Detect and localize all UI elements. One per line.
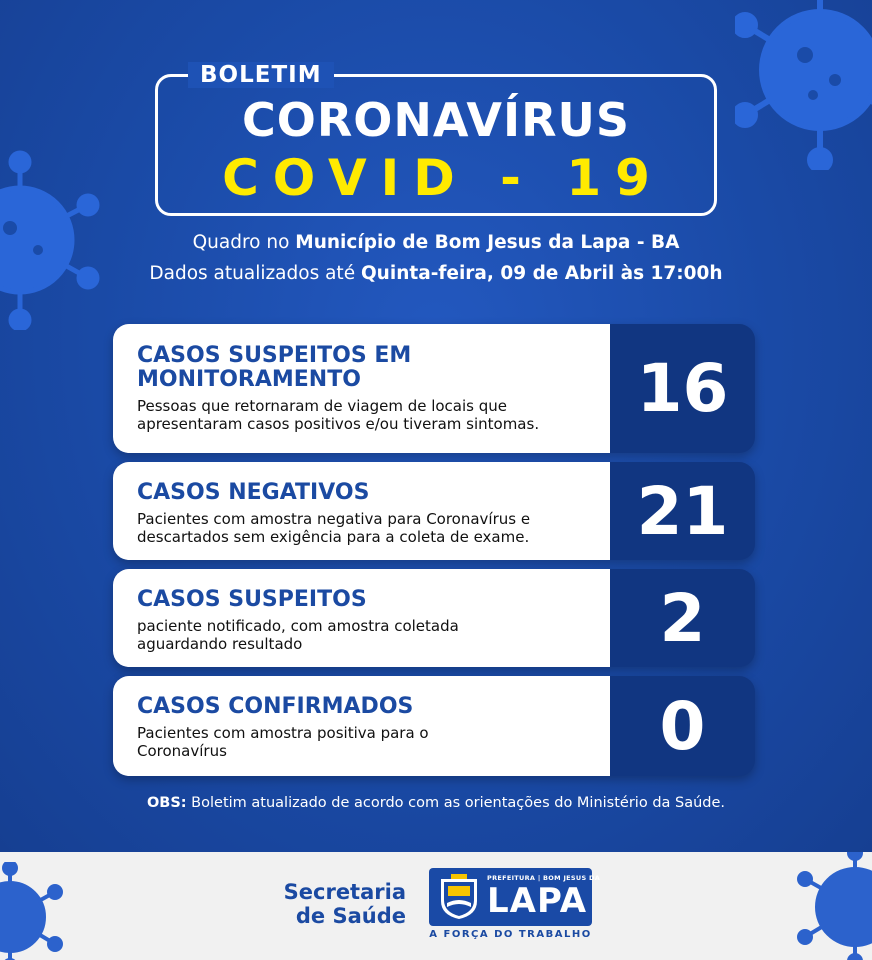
observation-text: Boletim atualizado de acordo com as orientações do Ministério da Saúde. [186, 795, 726, 811]
card-suspects-monitoring [113, 324, 755, 453]
footer [0, 852, 872, 960]
city-crest-icon [437, 873, 481, 925]
card-text-panel [113, 569, 610, 667]
health-department-label [270, 880, 406, 928]
card-description [137, 617, 610, 653]
location-line [0, 231, 872, 255]
card-negative [113, 462, 755, 560]
updated-line [0, 262, 872, 286]
updated-prefix: Dados atualizados até [149, 263, 361, 284]
card-description-line: Pessoas que retornaram de viagem de locais que [137, 397, 508, 415]
city-logo [429, 868, 601, 943]
card-description-line: Coronavírus [137, 742, 227, 760]
card-description-line: descartados sem exigência para a coleta de exame. [137, 528, 530, 546]
virus-icon [735, 0, 872, 170]
card-description [137, 724, 610, 760]
card-description-line: paciente notificado, com amostra coletada [137, 617, 459, 635]
card-description [137, 510, 610, 546]
page-title: CORONAVÍRUS [242, 93, 630, 147]
card-description-line: aguardando resultado [137, 635, 303, 653]
logo-prefecture-text: PREFEITURA | BOM JESUS DA [487, 874, 601, 882]
card-title-line: MONITORAMENTO [137, 367, 361, 392]
updated-date: Quinta-feira, 09 de Abril às 17:00h [360, 263, 723, 284]
card-text-panel [113, 462, 610, 560]
card-count: 0 [659, 687, 706, 765]
location-name: Município de Bom Jesus da Lapa - BA [295, 232, 680, 253]
department-line: Secretaria [283, 880, 406, 904]
department-line: de Saúde [295, 904, 406, 928]
observation-note [0, 793, 872, 813]
logo-city-name: LAPA [487, 881, 588, 921]
card-title [137, 344, 610, 392]
card-title: CASOS SUSPEITOS [137, 587, 367, 612]
card-description [137, 397, 610, 433]
card-title: CASOS NEGATIVOS [137, 480, 370, 505]
observation-label: OBS: [146, 795, 187, 811]
card-confirmed [113, 676, 755, 776]
card-count: 2 [659, 579, 706, 657]
card-count: 16 [636, 350, 729, 427]
card-description-line: Pacientes com amostra positiva para o [137, 724, 429, 742]
card-text-panel [113, 324, 610, 453]
card-suspects [113, 569, 755, 667]
location-prefix: Quadro no [192, 232, 296, 253]
card-title-line: CASOS SUSPEITOS EM [137, 343, 412, 368]
card-title: CASOS CONFIRMADOS [137, 694, 414, 719]
card-description-line: apresentaram casos positivos e/ou tiveram sintomas. [137, 415, 540, 433]
card-count: 21 [636, 472, 729, 550]
card-text-panel [113, 676, 610, 776]
logo-slogan: A FORÇA DO TRABALHO [429, 929, 592, 940]
card-description-line: Pacientes com amostra negativa para Coronavírus e [137, 510, 531, 528]
bulletin-label: BOLETIM [188, 62, 334, 88]
virus-icon [795, 852, 872, 960]
virus-icon [0, 862, 65, 960]
page-subtitle: COVID - 19 [222, 149, 664, 207]
